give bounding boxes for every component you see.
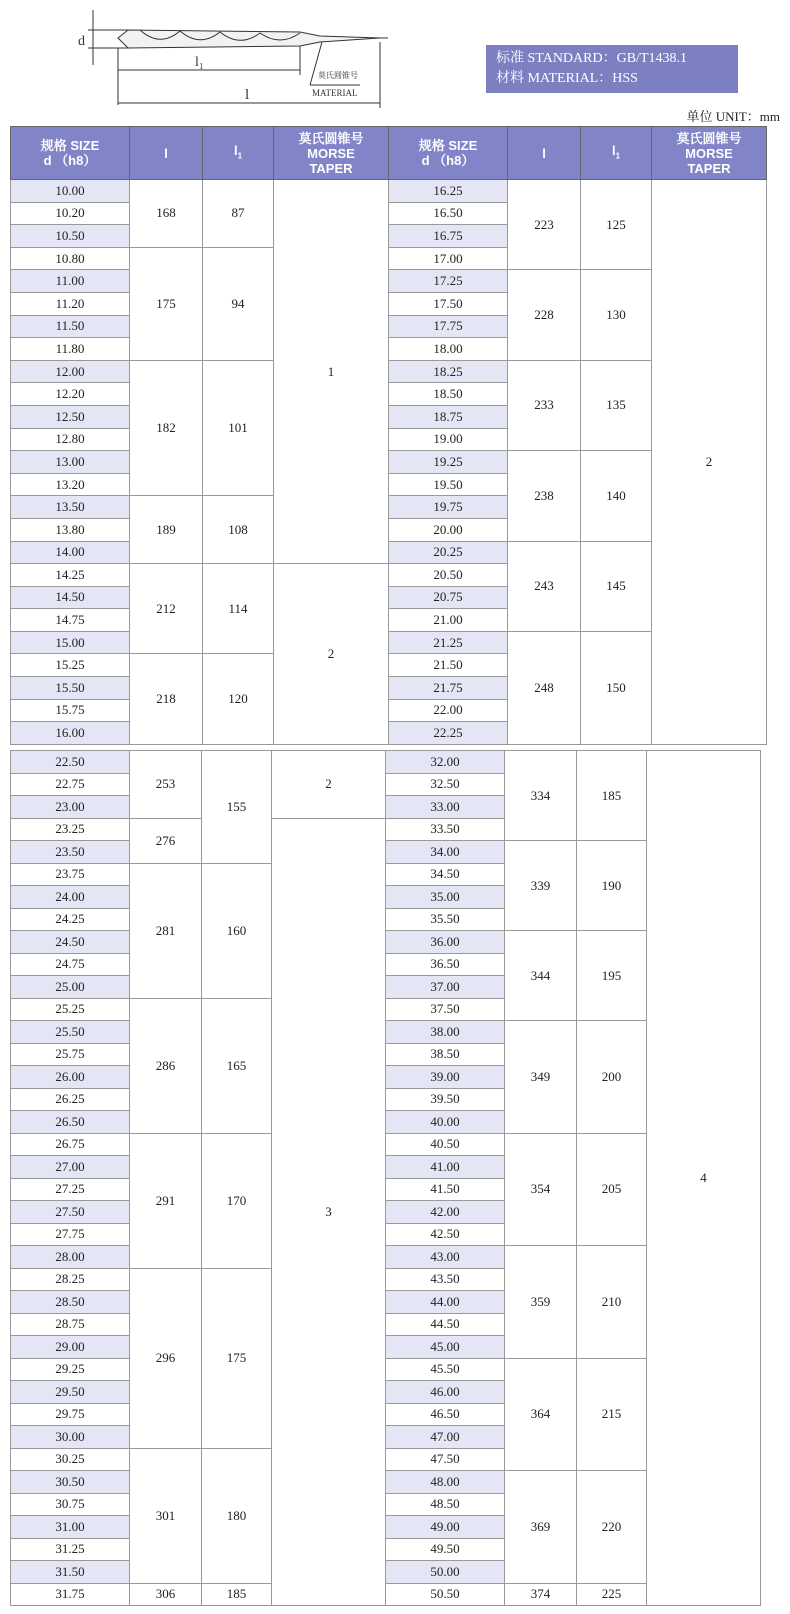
flute-length-cell: 160 [202,863,272,998]
size-cell: 35.50 [386,908,505,931]
header-l1-label: l [233,142,238,158]
flute-length-cell: 140 [581,451,652,541]
length-cell: 212 [130,564,203,654]
size-cell: 17.75 [389,315,508,338]
taper-cell: 1 [274,180,389,564]
length-cell: 286 [130,998,202,1133]
flute-length-cell: 180 [202,1448,272,1583]
size-cell: 50.00 [386,1561,505,1584]
size-cell: 19.25 [389,451,508,474]
size-cell: 38.50 [386,1043,505,1066]
size-cell: 12.80 [11,428,130,451]
size-cell: 25.50 [11,1021,130,1044]
size-cell: 30.75 [11,1493,130,1516]
taper-label: 莫氏圆锥号 [318,71,358,80]
flute-length-cell: 175 [202,1268,272,1448]
size-cell: 19.50 [389,473,508,496]
size-cell: 20.50 [389,564,508,587]
header-taper [652,127,767,180]
drill-drawing [0,0,420,115]
size-cell: 16.25 [389,180,508,203]
size-cell: 14.75 [11,609,130,632]
header-size-label: 规格 SIZE [418,138,478,153]
size-cell: 31.25 [11,1538,130,1561]
size-cell: 17.50 [389,292,508,315]
length-cell: 276 [130,818,202,863]
header-taper-cn: 莫氏圆锥号 [676,130,742,146]
flute-length-cell: 130 [581,270,652,360]
size-cell: 31.50 [11,1561,130,1584]
size-cell: 10.00 [11,180,130,203]
size-cell: 23.25 [11,818,130,841]
flute-length-cell: 114 [203,564,274,654]
size-cell: 19.00 [389,428,508,451]
size-cell: 17.25 [389,270,508,293]
size-cell: 22.50 [11,751,130,774]
flute-length-cell: 225 [577,1583,647,1606]
size-cell: 17.00 [389,247,508,270]
size-cell: 32.50 [386,773,505,796]
length-cell: 243 [508,541,581,631]
size-cell: 29.25 [11,1358,130,1381]
size-cell: 35.00 [386,886,505,909]
size-cell: 45.50 [386,1358,505,1381]
length-cell: 228 [508,270,581,360]
size-cell: 30.00 [11,1426,130,1449]
flute-length-cell: 195 [577,931,647,1021]
spec-table-1 [10,126,767,745]
size-cell: 36.50 [386,953,505,976]
size-cell: 26.00 [11,1066,130,1089]
size-cell: 23.75 [11,863,130,886]
flute-length-cell: 215 [577,1358,647,1471]
size-cell: 21.00 [389,609,508,632]
size-cell: 25.25 [11,998,130,1021]
size-cell: 42.50 [386,1223,505,1246]
size-cell: 25.75 [11,1043,130,1066]
taper-cell: 2 [274,564,389,745]
size-cell: 44.50 [386,1313,505,1336]
size-cell: 40.00 [386,1111,505,1134]
size-cell: 22.00 [389,699,508,722]
material-label: MATERIAL [312,88,358,98]
size-cell: 16.50 [389,202,508,225]
size-cell: 13.20 [11,473,130,496]
size-cell: 32.00 [386,751,505,774]
flute-length-cell: 125 [581,180,652,270]
size-cell: 10.50 [11,225,130,248]
size-cell: 21.75 [389,677,508,700]
size-cell: 12.20 [11,383,130,406]
size-cell: 18.25 [389,360,508,383]
flute-length-cell: 185 [577,751,647,841]
length-cell: 344 [505,931,577,1021]
flute-length-cell: 87 [203,180,274,248]
length-cell: 223 [508,180,581,270]
size-cell: 23.00 [11,796,130,819]
size-cell: 49.50 [386,1538,505,1561]
size-cell: 11.00 [11,270,130,293]
size-cell: 22.25 [389,722,508,745]
length-cell: 339 [505,841,577,931]
size-cell: 30.25 [11,1448,130,1471]
size-cell: 27.50 [11,1201,130,1224]
size-cell: 50.50 [386,1583,505,1606]
size-cell: 10.20 [11,202,130,225]
size-cell: 12.50 [11,405,130,428]
material-line: 材料 MATERIAL：HSS [496,71,638,86]
length-cell: 168 [130,180,203,248]
size-cell: 30.50 [11,1471,130,1494]
size-cell: 24.50 [11,931,130,954]
taper-cell: 4 [647,751,761,1606]
length-cell: 218 [130,654,203,744]
standard-box [486,45,738,93]
header-l: l [508,127,581,180]
flute-length-cell: 185 [202,1583,272,1606]
size-cell: 15.25 [11,654,130,677]
size-cell: 31.00 [11,1516,130,1539]
size-cell: 28.75 [11,1313,130,1336]
size-cell: 16.75 [389,225,508,248]
size-cell: 10.80 [11,247,130,270]
header-size-sub: d （h8） [43,153,97,168]
size-cell: 34.50 [386,863,505,886]
length-cell: 301 [130,1448,202,1583]
size-cell: 31.75 [11,1583,130,1606]
size-cell: 28.25 [11,1268,130,1291]
size-cell: 46.00 [386,1381,505,1404]
header-l1-sub: 1 [615,151,621,161]
size-cell: 46.50 [386,1403,505,1426]
taper-cell: 2 [272,751,386,819]
size-cell: 24.25 [11,908,130,931]
size-cell: 48.00 [386,1471,505,1494]
header-taper-cn: 莫氏圆锥号 [298,130,364,146]
size-cell: 11.20 [11,292,130,315]
size-cell: 27.75 [11,1223,130,1246]
size-cell: 20.25 [389,541,508,564]
header-taper [274,127,389,180]
size-cell: 22.75 [11,773,130,796]
length-cell: 233 [508,360,581,450]
size-cell: 26.25 [11,1088,130,1111]
header-l1 [203,127,274,180]
length-cell: 354 [505,1133,577,1246]
header-taper-en1: MORSE [685,145,733,161]
header-l: l [130,127,203,180]
length-cell: 175 [130,247,203,360]
flute-length-cell: 200 [577,1021,647,1134]
spec-table-2 [10,750,761,1606]
size-cell: 14.25 [11,564,130,587]
length-cell: 182 [130,360,203,496]
flute-length-cell: 135 [581,360,652,450]
header-size-label: 规格 SIZE [40,138,100,153]
size-cell: 33.50 [386,818,505,841]
standard-line: 标准 STANDARD：GB/T1438.1 [496,51,687,66]
size-cell: 25.00 [11,976,130,999]
flute-length-cell: 101 [203,360,274,496]
table-row [11,180,767,203]
size-cell: 14.00 [11,541,130,564]
flute-length-cell: 165 [202,998,272,1133]
table-row [11,751,761,774]
length-cell: 291 [130,1133,202,1268]
header-l1-label: l [611,142,616,158]
size-cell: 18.75 [389,405,508,428]
size-cell: 41.50 [386,1178,505,1201]
d-label: d [78,34,85,49]
size-cell: 29.50 [11,1381,130,1404]
size-cell: 11.80 [11,338,130,361]
size-cell: 21.50 [389,654,508,677]
length-cell: 296 [130,1268,202,1448]
header-l1 [581,127,652,180]
size-cell: 29.75 [11,1403,130,1426]
length-cell: 189 [130,496,203,564]
header-taper-en1: MORSE [307,145,355,161]
size-cell: 29.00 [11,1336,130,1359]
header-row [11,127,767,180]
length-cell: 306 [130,1583,202,1606]
header-taper-en2: TAPER [309,160,353,176]
size-cell: 33.00 [386,796,505,819]
size-cell: 47.00 [386,1426,505,1449]
size-cell: 13.50 [11,496,130,519]
size-cell: 13.00 [11,451,130,474]
taper-cell: 2 [652,180,767,745]
size-cell: 12.00 [11,360,130,383]
size-cell: 20.00 [389,518,508,541]
size-cell: 41.00 [386,1156,505,1179]
header-size [389,127,508,180]
size-cell: 43.50 [386,1268,505,1291]
size-cell: 27.25 [11,1178,130,1201]
flute-length-cell: 220 [577,1471,647,1584]
size-cell: 37.00 [386,976,505,999]
length-cell: 349 [505,1021,577,1134]
size-cell: 43.00 [386,1246,505,1269]
unit-label: 单位 UNIT：mm [686,109,780,124]
size-cell: 11.50 [11,315,130,338]
header-size-sub: d （h8） [421,153,475,168]
l1-label: l₁ [195,55,204,70]
size-cell: 15.50 [11,677,130,700]
size-cell: 23.50 [11,841,130,864]
length-cell: 369 [505,1471,577,1584]
size-cell: 15.75 [11,699,130,722]
size-cell: 39.50 [386,1088,505,1111]
size-cell: 21.25 [389,631,508,654]
size-cell: 26.50 [11,1111,130,1134]
flute-length-cell: 145 [581,541,652,631]
length-cell: 334 [505,751,577,841]
size-cell: 26.75 [11,1133,130,1156]
size-cell: 18.50 [389,383,508,406]
size-cell: 27.00 [11,1156,130,1179]
length-cell: 248 [508,631,581,744]
size-cell: 47.50 [386,1448,505,1471]
length-cell: 281 [130,863,202,998]
size-cell: 34.00 [386,841,505,864]
size-cell: 37.50 [386,998,505,1021]
size-cell: 28.00 [11,1246,130,1269]
size-cell: 15.00 [11,631,130,654]
size-cell: 16.00 [11,722,130,745]
length-cell: 253 [130,751,202,819]
flute-length-cell: 190 [577,841,647,931]
flute-length-cell: 210 [577,1246,647,1359]
taper-cell: 3 [272,818,386,1606]
size-cell: 45.00 [386,1336,505,1359]
length-cell: 238 [508,451,581,541]
flute-length-cell: 205 [577,1133,647,1246]
flute-length-cell: 155 [202,751,272,864]
header-l1-sub: 1 [237,151,243,161]
length-cell: 359 [505,1246,577,1359]
flute-length-cell: 170 [202,1133,272,1268]
header-size [11,127,130,180]
size-cell: 24.75 [11,953,130,976]
flute-length-cell: 108 [203,496,274,564]
size-cell: 24.00 [11,886,130,909]
size-cell: 49.00 [386,1516,505,1539]
size-cell: 42.00 [386,1201,505,1224]
size-cell: 44.00 [386,1291,505,1314]
size-cell: 28.50 [11,1291,130,1314]
length-cell: 374 [505,1583,577,1606]
flute-length-cell: 120 [203,654,274,744]
size-cell: 18.00 [389,338,508,361]
l-label: l [245,87,250,103]
size-cell: 39.00 [386,1066,505,1089]
header-taper-en2: TAPER [687,160,731,176]
flute-length-cell: 94 [203,247,274,360]
length-cell: 364 [505,1358,577,1471]
size-cell: 13.80 [11,518,130,541]
size-cell: 20.75 [389,586,508,609]
size-cell: 40.50 [386,1133,505,1156]
size-cell: 19.75 [389,496,508,519]
size-cell: 36.00 [386,931,505,954]
size-cell: 48.50 [386,1493,505,1516]
size-cell: 14.50 [11,586,130,609]
flute-length-cell: 150 [581,631,652,744]
size-cell: 38.00 [386,1021,505,1044]
